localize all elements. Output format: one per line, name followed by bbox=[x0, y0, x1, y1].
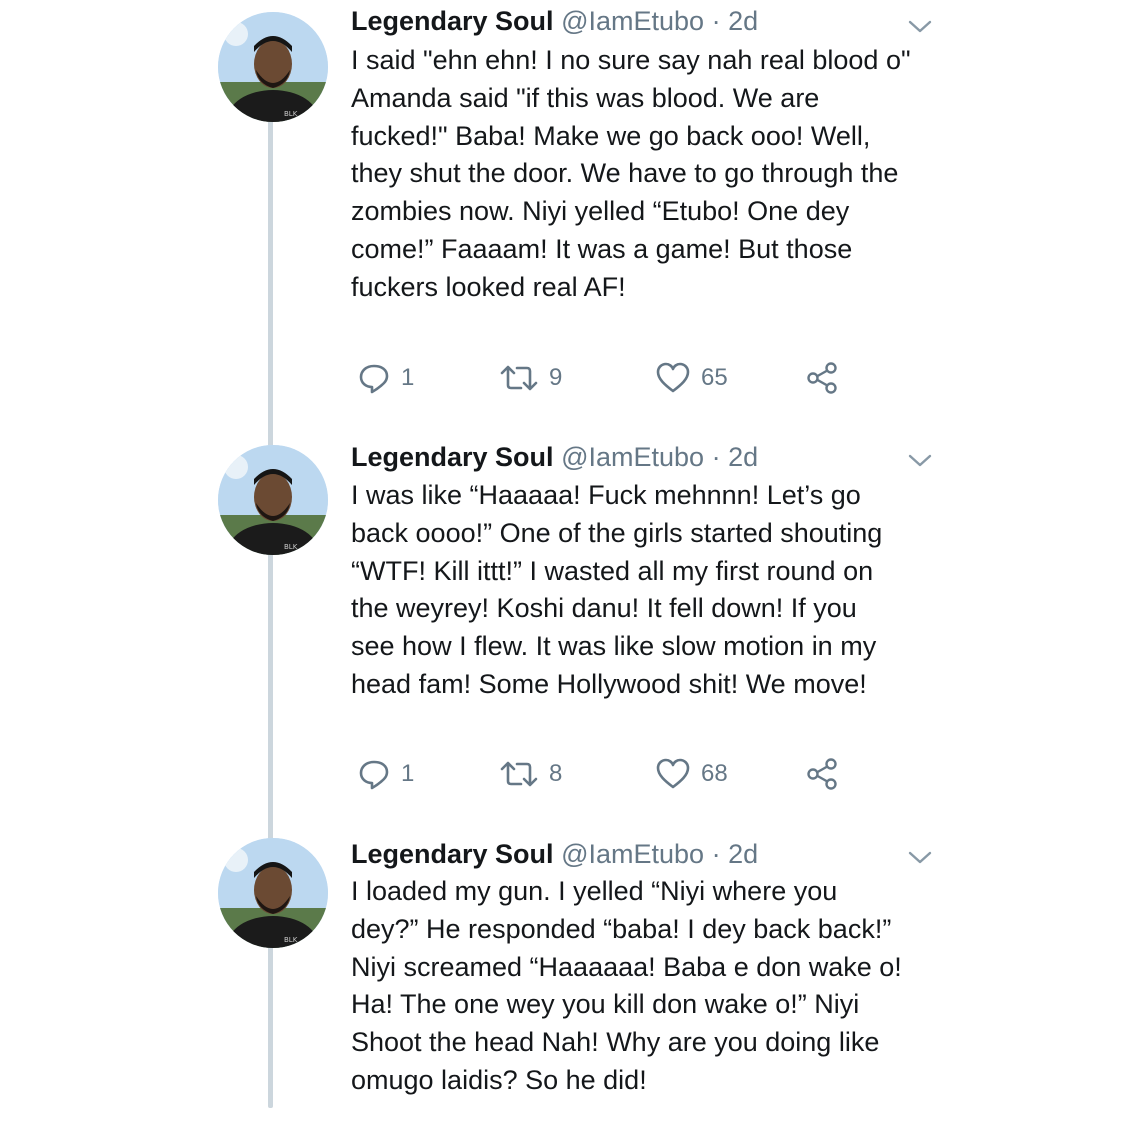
tweet-actions bbox=[351, 358, 871, 398]
retweet-icon bbox=[499, 363, 539, 393]
separator-dot: · bbox=[711, 442, 721, 472]
reply-icon bbox=[357, 757, 391, 791]
retweet-count: 9 bbox=[549, 364, 563, 391]
tweet-text-line: dey?” He responded “baba! I dey back back!” bbox=[351, 913, 892, 944]
display-name[interactable]: Legendary Soul bbox=[351, 442, 554, 472]
like-button[interactable] bbox=[655, 358, 728, 398]
avatar[interactable] bbox=[218, 838, 328, 948]
heart-icon bbox=[655, 757, 691, 791]
tweet-text bbox=[351, 477, 951, 704]
chevron-down-icon[interactable] bbox=[906, 16, 934, 36]
user-handle[interactable]: @IamEtubo bbox=[561, 442, 705, 472]
display-name[interactable]: Legendary Soul bbox=[351, 6, 554, 36]
tweet-text-line: I loaded my gun. I yelled “Niyi where you bbox=[351, 876, 838, 906]
tweet-text-line: head fam! Some Hollywood shit! We move! bbox=[351, 668, 867, 699]
tweet-text-line: fucked!" Baba! Make we go back ooo! Well, bbox=[351, 120, 871, 151]
user-handle[interactable]: @IamEtubo bbox=[561, 839, 705, 869]
tweet-text-line: Amanda said "if this was blood. We are bbox=[351, 82, 820, 113]
timestamp[interactable]: 2d bbox=[728, 839, 759, 869]
share-button[interactable] bbox=[805, 754, 839, 794]
display-name[interactable]: Legendary Soul bbox=[351, 839, 554, 869]
svg-text:BLK: BLK bbox=[284, 543, 298, 551]
tweet-text-line: the weyrey! Koshi danu! It fell down! If you bbox=[351, 593, 857, 624]
tweet-header bbox=[351, 837, 758, 871]
reply-button[interactable] bbox=[357, 358, 414, 398]
tweet-text-line: I said "ehn ehn! I no sure say nah real blood o" bbox=[351, 45, 911, 75]
avatar[interactable] bbox=[218, 12, 328, 122]
timestamp[interactable]: 2d bbox=[728, 442, 759, 472]
like-button[interactable] bbox=[655, 754, 728, 794]
tweet-text bbox=[351, 873, 951, 1100]
tweet-text-line: back oooo!” One of the girls started shouting bbox=[351, 517, 883, 548]
svg-text:BLK: BLK bbox=[284, 936, 298, 944]
tweet-text-line: they shut the door. We have to go through the bbox=[351, 158, 899, 189]
like-count: 65 bbox=[701, 364, 728, 391]
tweet-text-line: see how I flew. It was like slow motion in my bbox=[351, 631, 877, 662]
reply-icon bbox=[357, 361, 391, 395]
separator-dot: · bbox=[711, 839, 721, 869]
tweet-text bbox=[351, 42, 951, 307]
tweet-text-line: come!” Faaaam! It was a game! But those bbox=[351, 233, 853, 264]
reply-count: 1 bbox=[401, 364, 415, 391]
separator-dot: · bbox=[711, 6, 721, 36]
tweet-text-line: “WTF! Kill ittt!” I wasted all my first round on bbox=[351, 555, 874, 586]
like-count: 68 bbox=[701, 760, 728, 787]
tweet-text-line: Shoot the head Nah! Why are you doing like bbox=[351, 1027, 880, 1058]
retweet-button[interactable] bbox=[499, 358, 562, 398]
tweet-text-line: fuckers looked real AF! bbox=[351, 271, 626, 302]
reply-button[interactable] bbox=[357, 754, 414, 794]
tweet-text-line: Niyi screamed “Haaaaaa! Baba e don wake o! bbox=[351, 951, 902, 982]
user-handle[interactable]: @IamEtubo bbox=[561, 6, 705, 36]
share-icon bbox=[805, 361, 839, 395]
tweet-header bbox=[351, 440, 758, 474]
tweet-actions bbox=[351, 754, 871, 794]
share-button[interactable] bbox=[805, 358, 839, 398]
retweet-icon bbox=[499, 759, 539, 789]
tweet-text-line: zombies now. Niyi yelled “Etubo! One dey bbox=[351, 196, 850, 227]
chevron-down-icon[interactable] bbox=[906, 847, 934, 867]
tweet-header bbox=[351, 4, 758, 38]
timestamp[interactable]: 2d bbox=[728, 6, 759, 36]
tweet-text-line: Ha! The one wey you kill don wake o!” Niyi bbox=[351, 989, 860, 1020]
retweet-button[interactable] bbox=[499, 754, 562, 794]
chevron-down-icon[interactable] bbox=[906, 450, 934, 470]
svg-text:BLK: BLK bbox=[284, 110, 298, 118]
tweet-text-line: omugo laidis? So he did! bbox=[351, 1064, 647, 1095]
retweet-count: 8 bbox=[549, 760, 563, 787]
share-icon bbox=[805, 757, 839, 791]
reply-count: 1 bbox=[401, 760, 415, 787]
avatar[interactable] bbox=[218, 445, 328, 555]
tweet-text-line: I was like “Haaaaa! Fuck mehnnn! Let’s go bbox=[351, 480, 861, 510]
thread-connector-line bbox=[268, 118, 273, 1108]
heart-icon bbox=[655, 361, 691, 395]
